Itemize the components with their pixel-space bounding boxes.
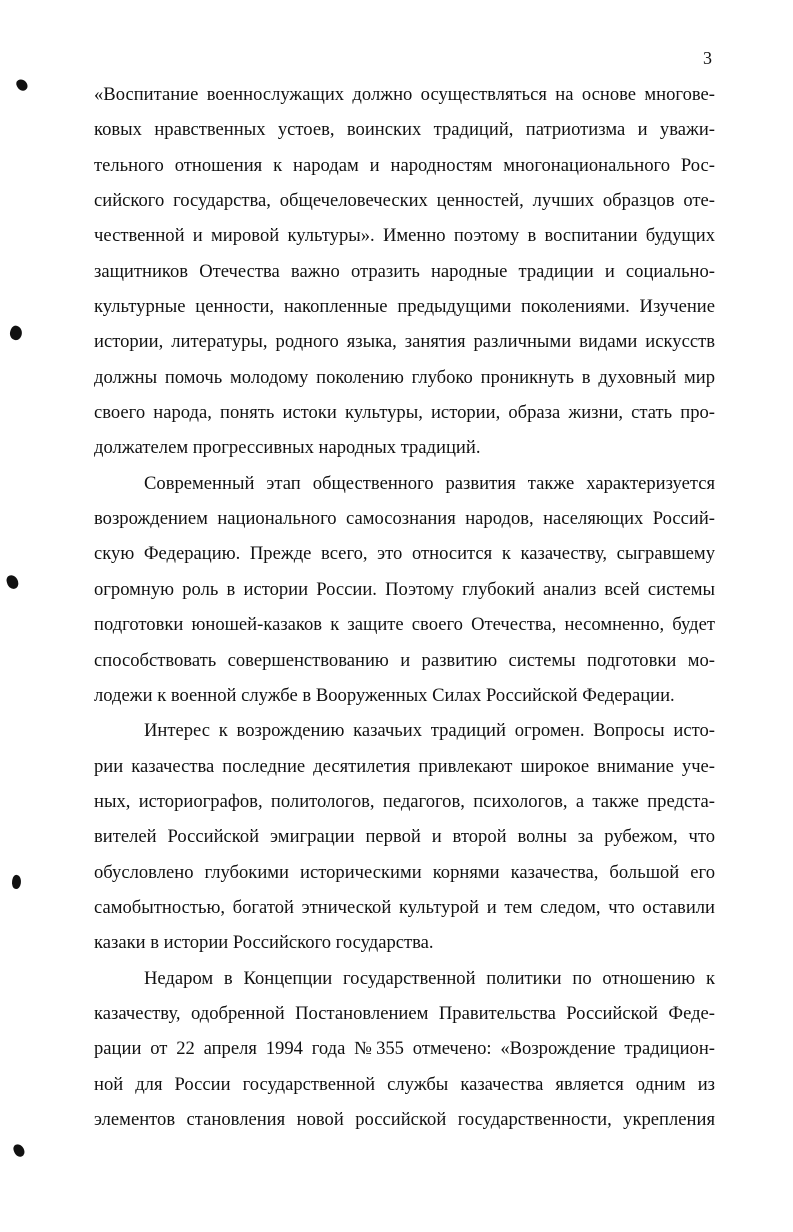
text-line: Недаром в Концепции государственной политики по отношению к xyxy=(144,967,715,989)
scan-artifact-mark xyxy=(15,77,30,92)
text-line: должателем прогрессивных народных традиций. xyxy=(94,437,481,459)
text-line: защитников Отечества важно отразить народные традиции и социально- xyxy=(94,260,715,282)
text-line: культурные ценности, накопленные предыдущими поколениями. Изучение xyxy=(94,296,715,318)
text-line: лодежи к военной службе в Вооруженных Силах Российской Федерации. xyxy=(94,684,675,706)
text-line: обусловлено глубокими историческими корнями казачества, большой его xyxy=(94,861,715,883)
scan-artifact-mark xyxy=(12,1143,26,1159)
text-line: «Воспитание военнослужащих должно осуществляться на основе многове- xyxy=(94,84,715,105)
text-line: огромную роль в истории России. Поэтому глубокий анализ всей системы xyxy=(94,578,715,600)
text-line: вителей Российской эмиграции первой и второй волны за рубежом, что xyxy=(94,826,715,848)
text-line: возрождением национального самосознания народов, населяющих Россий- xyxy=(94,508,715,530)
text-line: рации от 22 апреля 1994 года №355 отмечено: «Возрождение традицион- xyxy=(94,1038,715,1060)
text-line: сийского государства, общечеловеческих ценностей, лучших образцов оте- xyxy=(94,190,715,212)
text-line: элементов становления новой российской государственности, укрепления xyxy=(94,1108,715,1130)
scan-artifact-mark xyxy=(8,324,24,341)
text-line: рии казачества последние десятилетия привлекают широкое внимание уче- xyxy=(94,755,715,777)
scan-artifact-mark xyxy=(11,874,22,889)
text-line: казаки в истории Российского государства. xyxy=(94,932,434,954)
text-line: тельного отношения к народам и народностям многонационального Рос- xyxy=(94,154,715,176)
text-line: Интерес к возрождению казачьих традиций огромен. Вопросы исто- xyxy=(144,720,715,742)
body-text xyxy=(94,77,715,1137)
scan-artifact-mark xyxy=(5,574,19,590)
text-line: Современный этап общественного развития также характеризуется xyxy=(144,472,715,494)
text-line: должны помочь молодому поколению глубоко проникнуть в духовный мир xyxy=(94,366,715,388)
text-line: чественной и мировой культуры». Именно поэтому в воспитании будущих xyxy=(94,225,715,247)
text-line: казачеству, одобренной Постановлением Правительства Российской Феде- xyxy=(94,1002,715,1024)
text-line: ковых нравственных устоев, воинских традиций, патриотизма и уважи- xyxy=(94,119,715,141)
text-line: ной для России государственной службы казачества является одним из xyxy=(94,1073,715,1095)
text-line: скую Федерацию. Прежде всего, это относится к казачеству, сыгравшему xyxy=(94,543,715,565)
text-line: способствовать совершенствованию и развитию системы подготовки мо- xyxy=(94,649,715,671)
text-line: ных, историографов, политологов, педагогов, психологов, а также предста- xyxy=(94,790,715,812)
text-line: подготовки юношей-казаков к защите своего Отечества, несомненно, будет xyxy=(94,614,715,636)
text-line: истории, литературы, родного языка, занятия различными видами искусств xyxy=(94,331,715,353)
text-line: своего народа, понять истоки культуры, истории, образа жизни, стать про- xyxy=(94,402,715,424)
text-line: самобытностью, богатой этнической культурой и тем следом, что оставили xyxy=(94,896,715,918)
page-number: 3 xyxy=(703,48,712,68)
